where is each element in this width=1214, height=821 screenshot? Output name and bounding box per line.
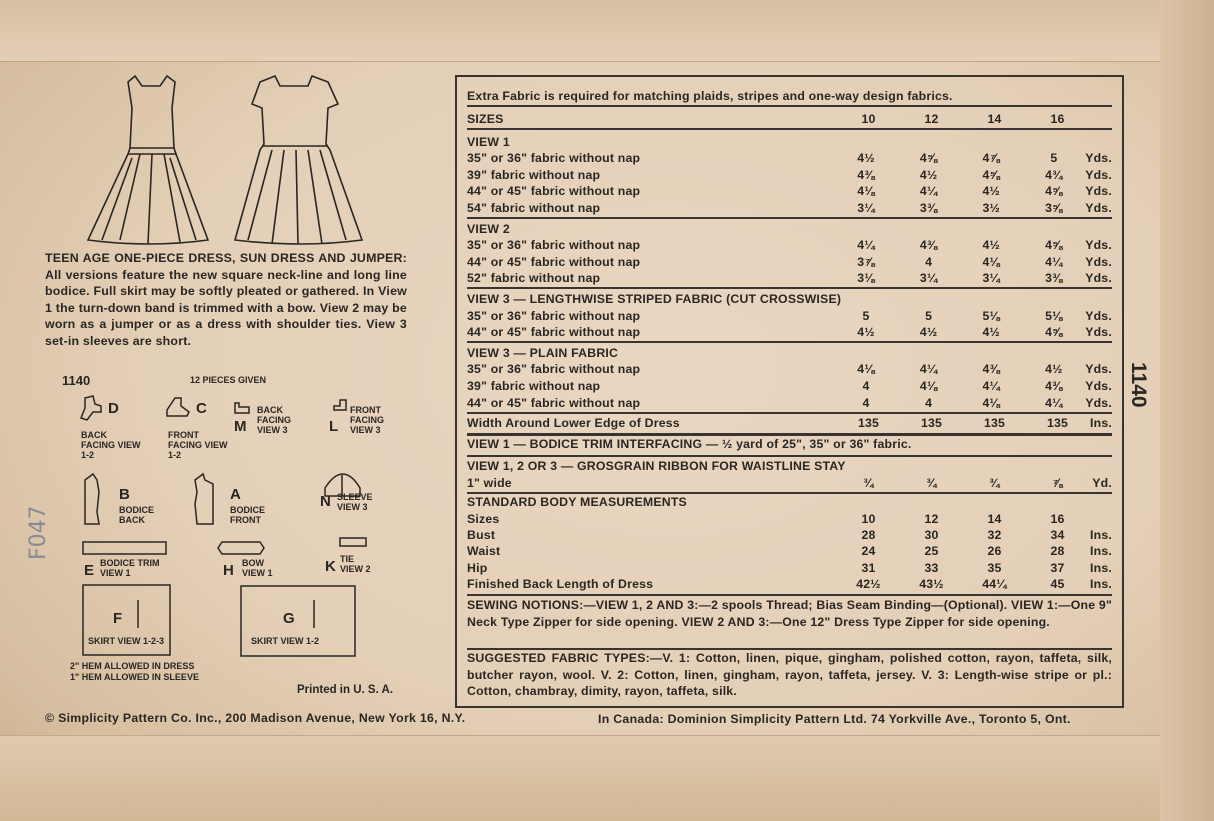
row-value: 34: [1050, 527, 1065, 542]
row-value: 4⅝: [919, 151, 938, 166]
row-value: 3⅜: [919, 200, 938, 215]
row-value: 10: [861, 511, 876, 526]
row-value: 4½: [919, 167, 938, 182]
row-value: 4⅜: [982, 362, 1001, 377]
piece-label-g: SKIRT VIEW 1-2: [251, 636, 320, 646]
row-unit: Ins.: [1090, 544, 1112, 559]
row-value: 4¼: [1045, 254, 1063, 269]
row-value: 24: [861, 544, 876, 559]
divider: [467, 217, 1112, 219]
row-value: 4⅝: [1045, 325, 1063, 340]
piece-label-m: BACK FACING VIEW 3: [257, 405, 292, 435]
yardage-row: [467, 166, 1112, 183]
piece-label-e: BODICE TRIM VIEW 1: [100, 558, 160, 578]
yardage-row: [467, 150, 1112, 167]
section-title-text: VIEW 3 — LENGTHWISE STRIPED FABRIC (CUT CROSSWISE): [467, 291, 842, 306]
row-label: 54" fabric without nap: [467, 200, 601, 215]
row-value: 5⅛: [1045, 308, 1063, 323]
row-label: 35" or 36" fabric without nap: [467, 362, 641, 377]
piece-label-b: BODICE BACK: [119, 505, 155, 525]
row-unit: Yds.: [1085, 378, 1112, 393]
ribbon-title: VIEW 1, 2 OR 3 — GROSGRAIN RIBBON FOR WAISTLINE STAY: [467, 458, 846, 473]
body-measurement-row: [467, 576, 1112, 593]
section-title-text: VIEW 3 — PLAIN FABRIC: [467, 345, 619, 360]
piece-letter-f: F: [113, 610, 123, 627]
suggested-fabrics: SUGGESTED FABRIC TYPES:—V. 1: Cotton, linen, pique, gingham, polished cotton, rayon, taffeta, silk, butcher rayon, wool. V. 2: Cotton, linen, gingham, rayon, taffeta, jersey. V. 3: Length-wise stripe or pl.: Cotton, chambray, dimity, rayon, taffeta, silk.: [467, 651, 1112, 699]
row-value: 45: [1050, 577, 1065, 592]
row-value: 4½: [1045, 362, 1063, 377]
row-value: 4: [862, 395, 870, 410]
piece-label-c: FRONT FACING VIEW 1-2: [168, 430, 228, 460]
sewing-notions: SEWING NOTIONS:—VIEW 1, 2 AND 3:—2 spools Thread; Bias Seam Binding—(Optional). VIEW 1:—One 9" Neck Type Zipper for side opening. VIEW 2 AND 3:—One 12" Dress Type Zipper for side opening.: [467, 598, 1112, 629]
row-value: 5: [1050, 151, 1058, 166]
piece-h-shape: [218, 542, 264, 554]
piece-letter-l: L: [329, 418, 339, 435]
piece-m-shape: [235, 403, 249, 413]
side-pattern-number: 1140: [1127, 362, 1150, 408]
row-unit: Yds.: [1085, 184, 1112, 199]
row-label: Waist: [467, 544, 501, 559]
row-label: Bust: [467, 527, 496, 542]
row-value: 4½: [919, 325, 938, 340]
yardage-row: [467, 199, 1112, 216]
row-value: 37: [1050, 560, 1065, 575]
yardage-row: [467, 394, 1112, 411]
piece-letter-m: M: [234, 418, 247, 435]
row-value: 4½: [982, 238, 1001, 253]
description-title: TEEN AGE ONE-PIECE DRESS, SUN DRESS AND JUMPER:: [45, 251, 407, 265]
description-body: All versions feature the new square neck-line and long line bodice. Full skirt may be softly pleated or gathered. In View 1 the turn-down band is trimmed with a bow. View 2 may be worn as a jumper or as a dress with shoulder ties. View 3 set-in sleeves are short.: [45, 267, 407, 348]
row-unit: Yds.: [1085, 254, 1112, 269]
piece-l-shape: [334, 400, 346, 410]
row-label: 44" or 45" fabric without nap: [467, 254, 641, 269]
row-value: 5: [925, 308, 933, 323]
envelope-right-edge: [1160, 0, 1214, 821]
row-value: 4¼: [857, 238, 875, 253]
piece-letter-k: K: [325, 558, 336, 575]
row-value: 4: [925, 254, 933, 269]
row-label: Hip: [467, 560, 488, 575]
row-value: 4¼: [919, 184, 938, 199]
row-unit: Yds.: [1085, 200, 1112, 215]
row-value: 12: [924, 511, 939, 526]
piece-c-shape: [167, 398, 189, 416]
sizes-header-row: SIZES 10 12 14 16: [467, 111, 1065, 126]
row-unit: Yds.: [1085, 395, 1112, 410]
row-value: 3⅝: [1045, 200, 1063, 215]
piece-e-shape: [83, 542, 166, 554]
row-unit: Ins.: [1090, 560, 1112, 575]
row-value: 135: [983, 416, 1006, 431]
section-title: [467, 133, 1112, 150]
row-value: 4¾: [1045, 167, 1063, 182]
row-value: 4⅛: [857, 184, 875, 199]
envelope-flap: [0, 0, 1214, 62]
row-value: 28: [1050, 544, 1065, 559]
row-label: 44" or 45" fabric without nap: [467, 184, 641, 199]
piece-label-n: SLEEVE VIEW 3: [337, 492, 373, 512]
pattern-description: [45, 250, 407, 350]
envelope-bottom-fold: [0, 735, 1214, 821]
piece-label-k: TIE VIEW 2: [340, 554, 371, 574]
yardage-row: [467, 237, 1112, 254]
handwritten-number: F047: [26, 505, 51, 560]
row-value: 35: [987, 560, 1002, 575]
row-value: 5⅛: [982, 308, 1001, 323]
row-label: 44" or 45" fabric without nap: [467, 325, 641, 340]
row-unit: Yds.: [1085, 167, 1112, 182]
row-label: 44" or 45" fabric without nap: [467, 395, 641, 410]
row-label: 35" or 36" fabric without nap: [467, 151, 641, 166]
row-unit: Yds.: [1085, 238, 1112, 253]
row-value: 4⅛: [982, 254, 1001, 269]
piece-letter-e: E: [84, 562, 95, 579]
row-value: 16: [1050, 511, 1065, 526]
row-value: 31: [861, 560, 876, 575]
row-label: 39" fabric without nap: [467, 378, 601, 393]
row-unit: Yds.: [1085, 151, 1112, 166]
body-measurements-title: STANDARD BODY MEASUREMENTS: [467, 494, 687, 509]
row-value: 32: [987, 527, 1002, 542]
row-value: 3¼: [982, 271, 1001, 286]
row-value: 4⅛: [982, 395, 1001, 410]
row-value: 3¼: [919, 271, 938, 286]
row-value: 4½: [982, 184, 1001, 199]
row-value: 5: [862, 308, 870, 323]
piece-b-shape: [85, 474, 99, 524]
row-unit: Yds.: [1085, 308, 1112, 323]
row-value: 4⅛: [857, 362, 875, 377]
pattern-number-small: 1140: [62, 373, 91, 388]
divider: [467, 287, 1112, 289]
yardage-row: [467, 361, 1112, 378]
width-row: [467, 415, 1112, 432]
piece-label-f: SKIRT VIEW 1-2-3: [88, 636, 165, 646]
hem-dress-note: 2" HEM ALLOWED IN DRESS: [70, 661, 195, 671]
row-value: 4½: [857, 151, 875, 166]
row-value: 3½: [982, 200, 1001, 215]
row-unit: Ins.: [1090, 416, 1112, 431]
row-label: Width Around Lower Edge of Dress: [467, 416, 680, 431]
row-value: 14: [987, 511, 1002, 526]
divider: [467, 412, 1112, 414]
row-value: 42½: [856, 577, 881, 592]
row-value: 3⅜: [1045, 271, 1063, 286]
row-value: 4½: [857, 325, 875, 340]
row-value: 3¼: [857, 200, 875, 215]
dress-view-1-sketch: [88, 76, 208, 244]
section-title-text: VIEW 1: [467, 134, 510, 149]
piece-label-d: BACK FACING VIEW 1-2: [81, 430, 141, 460]
row-value: 4⅞: [982, 151, 1001, 166]
row-value: 4: [925, 395, 933, 410]
row-value: 4⅜: [1045, 378, 1063, 393]
piece-letter-d: D: [108, 400, 119, 417]
piece-letter-b: B: [119, 486, 130, 503]
row-label: 35" or 36" fabric without nap: [467, 308, 641, 323]
yardage-row: [467, 183, 1112, 200]
row-value: 43½: [919, 577, 944, 592]
piece-letter-c: C: [196, 400, 207, 417]
piece-letter-h: H: [223, 562, 234, 579]
yardage-row: [467, 377, 1112, 394]
dress-view-2-sketch: [235, 76, 362, 244]
row-unit: Yds.: [1085, 271, 1112, 286]
pieces-count: 12 PIECES GIVEN: [190, 375, 267, 385]
row-unit: Ins.: [1090, 577, 1112, 592]
row-value: 4⅛: [919, 378, 938, 393]
row-value: 4¼: [982, 378, 1001, 393]
piece-letter-a: A: [230, 486, 241, 503]
printed-in-usa: Printed in U. S. A.: [297, 684, 394, 696]
row-value: 3⅛: [857, 271, 875, 286]
section-title: [467, 344, 1112, 361]
row-label: Sizes: [467, 511, 500, 526]
yardage-row: [467, 324, 1112, 341]
row-value: 4: [862, 378, 870, 393]
canada-address: In Canada: Dominion Simplicity Pattern Ltd. 74 Yorkville Ave., Toronto 5, Ont.: [598, 712, 1071, 726]
dress-illustrations: [80, 68, 370, 248]
section-title: [467, 290, 1112, 307]
row-value: 30: [924, 527, 939, 542]
piece-d-shape: [81, 396, 101, 420]
row-value: 4⅝: [982, 167, 1001, 182]
ribbon-row: 1" wide ¾ ¾ ¾ ⅞ Yd.: [467, 475, 1112, 490]
body-measurement-row: [467, 526, 1112, 543]
row-value: 4¼: [919, 362, 938, 377]
row-value: 3⅞: [857, 254, 875, 269]
row-value: 33: [924, 560, 939, 575]
row-value: 25: [924, 544, 939, 559]
row-value: 4⅜: [857, 167, 875, 182]
row-label: Finished Back Length of Dress: [467, 577, 654, 592]
interfacing-note: VIEW 1 — BODICE TRIM INTERFACING — ½ yard of 25", 35" or 36" fabric.: [467, 436, 912, 451]
row-label: 39" fabric without nap: [467, 167, 601, 182]
yardage-chart: [455, 75, 1124, 708]
row-value: 4⅜: [919, 238, 938, 253]
yardage-row: [467, 270, 1112, 287]
body-measurement-row: [467, 559, 1112, 576]
divider: [467, 341, 1112, 343]
row-label: 35" or 36" fabric without nap: [467, 238, 641, 253]
row-value: 26: [987, 544, 1002, 559]
piece-label-a: BODICE FRONT: [230, 505, 266, 525]
piece-label-h: BOW VIEW 1: [242, 558, 273, 578]
extra-fabric-note: Extra Fabric is required for matching plaids, stripes and one-way design fabrics.: [467, 88, 953, 103]
body-measurement-row: [467, 510, 1112, 527]
row-value: 28: [861, 527, 876, 542]
row-value: 4½: [982, 325, 1001, 340]
row-label: 52" fabric without nap: [467, 271, 601, 286]
piece-a-shape: [195, 474, 213, 524]
row-value: 44¼: [982, 577, 1007, 592]
copyright: © Simplicity Pattern Co. Inc., 200 Madison Avenue, New York 16, N.Y.: [45, 711, 466, 725]
section-title-text: VIEW 2: [467, 221, 510, 236]
row-unit: Ins.: [1090, 527, 1112, 542]
piece-letter-n: N: [320, 493, 331, 510]
body-measurement-row: [467, 543, 1112, 560]
hem-sleeve-note: 1" HEM ALLOWED IN SLEEVE: [70, 672, 199, 682]
row-value: 4⅝: [1045, 184, 1063, 199]
row-unit: Yds.: [1085, 362, 1112, 377]
yardage-row: [467, 307, 1112, 324]
piece-label-l: FRONT FACING VIEW 3: [350, 405, 385, 435]
section-title: [467, 220, 1112, 237]
row-value: 135: [1046, 416, 1069, 431]
row-unit: Yds.: [1085, 325, 1112, 340]
piece-k-shape: [340, 538, 366, 546]
row-value: 4¼: [1045, 395, 1063, 410]
row-value: 4⅝: [1045, 238, 1063, 253]
row-value: 135: [857, 416, 880, 431]
yardage-row: [467, 253, 1112, 270]
row-value: 135: [920, 416, 943, 431]
piece-letter-g: G: [283, 610, 295, 627]
